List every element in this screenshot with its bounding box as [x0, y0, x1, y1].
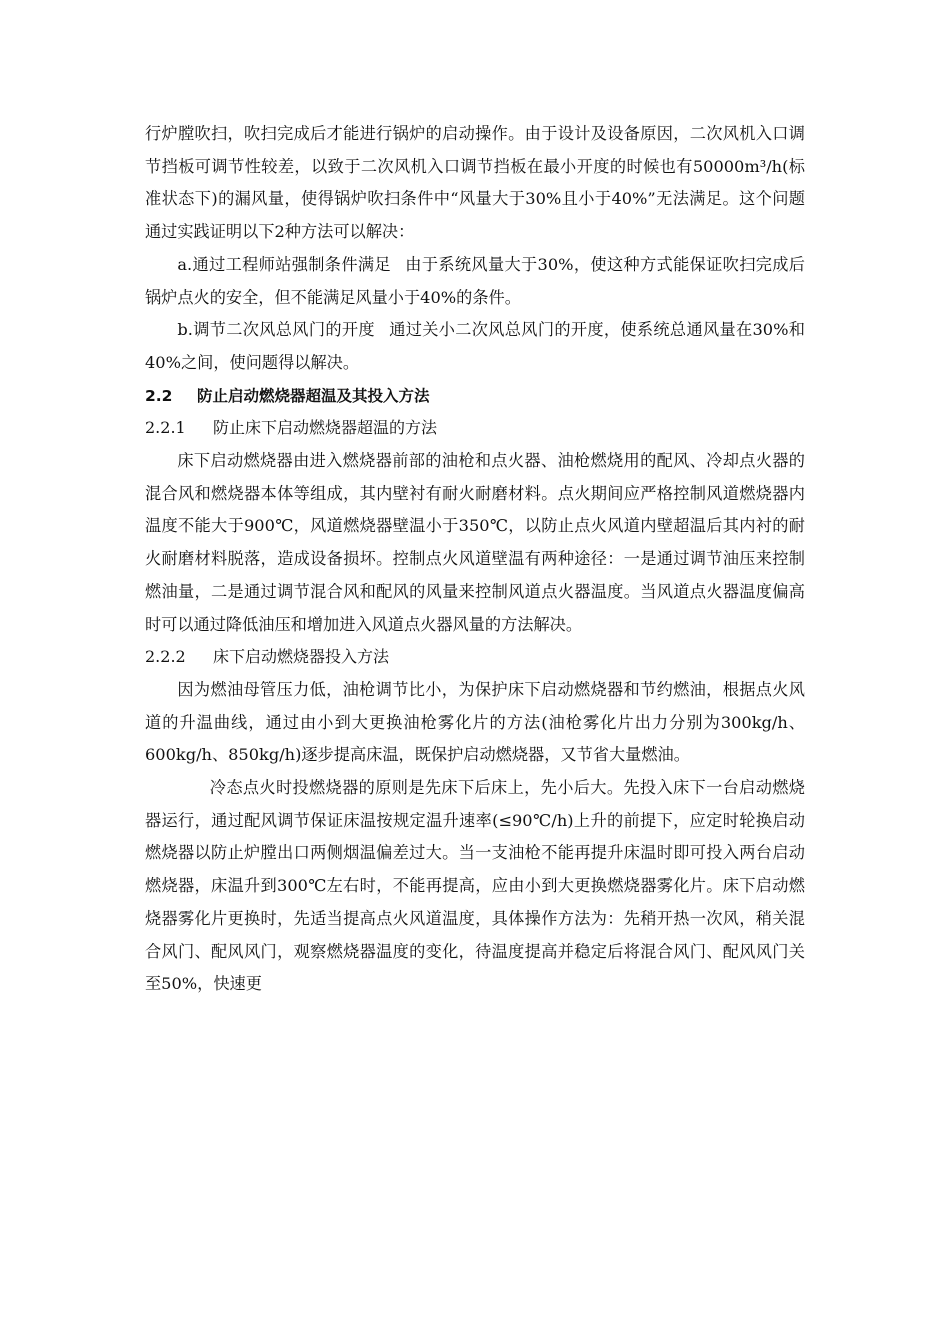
method-b-lead: b.调节二次风总风门的开度	[177, 320, 375, 340]
section-heading-2-2	[145, 380, 805, 413]
subsection-heading-2-2-1	[145, 412, 805, 445]
subsection-title: 床下启动燃烧器投入方法	[213, 647, 390, 667]
method-a-body: 由于系统风量大于30%，使这种方式能保证吹扫完成后锅炉点火的安全，但不能满足风量小于40%的条件。	[145, 254, 805, 307]
subsection-number: 2.2.2	[145, 647, 186, 667]
section-number: 2.2	[145, 386, 173, 405]
paragraph-cold-ignition: 冷态点火时投燃烧器的原则是先床下后床上，先小后大。先投入床下一台启动燃烧器运行，通过配风调节保证床温按规定温升速率(≤90℃/h)上升的前提下，应定时轮换启动燃烧器以防止炉膛出口两侧烟温偏差过大。当一支油枪不能再提升床温时即可投入两台启动燃烧器，床温升到300℃左右时，不能再提高，应由小到大更换燃烧器雾化片。床下启动燃烧器雾化片更换时，先适当提高点火风道温度，具体操作方法为：先稍开热一次风，稍关混合风门、配风风门，观察燃烧器温度的变化，待温度提高并稳定后将混合风门、配风风门关至50%，快速更	[145, 778, 805, 994]
paragraph-burner-overtemp: 床下启动燃烧器由进入燃烧器前部的油枪和点火器、油枪燃烧用的配风、冷却点火器的混合风和燃烧器本体等组成，其内壁衬有耐火耐磨材料。点火期间应严格控制风道燃烧器内温度不能大于900℃，风道燃烧器壁温小于350℃，以防止点火风道内壁超温后其内衬的耐火耐磨材料脱落，造成设备损坏。控制点火风道壁温有两种途径：一是通过调节油压来控制燃油量，二是通过调节混合风和配风的风量来控制风道点火器温度。当风道点火器温度偏高时可以通过降低油压和增加进入风道点火器风量的方法解决。	[145, 451, 805, 634]
subsection-title: 防止床下启动燃烧器超温的方法	[213, 418, 438, 438]
method-a-lead: a.通过工程师站强制条件满足	[177, 254, 391, 274]
subsection-number: 2.2.1	[145, 418, 186, 438]
paragraph-burner-input: 因为燃油母管压力低，油枪调节比小，为保护床下启动燃烧器和节约燃油，根据点火风道的升温曲线，通过由小到大更换油枪雾化片的方法(油枪雾化片出力分别为300kg/h、600kg/h、850kg/h)逐步提高床温，既保护启动燃烧器，又节省大量燃油。	[145, 679, 805, 765]
paragraph-method-a	[145, 249, 805, 314]
section-title: 防止启动燃烧器超温及其投入方法	[197, 386, 430, 405]
paragraph-purge-issue: 行炉膛吹扫，吹扫完成后才能进行锅炉的启动操作。由于设计及设备原因，二次风机入口调节挡板可调节性较差，以致于二次风机入口调节挡板在最小开度的时候也有50000m³/h(标准状态下)的漏风量，使得锅炉吹扫条件中“风量大于30%且小于40%”无法满足。这个问题通过实践证明以下2种方法可以解决：	[145, 124, 805, 242]
paragraph-method-b	[145, 314, 805, 379]
document-page	[145, 118, 805, 1001]
method-b-body: 通过关小二次风总风门的开度，使系统总通风量在30%和40%之间，使问题得以解决。	[145, 320, 805, 372]
subsection-heading-2-2-2	[145, 641, 805, 674]
